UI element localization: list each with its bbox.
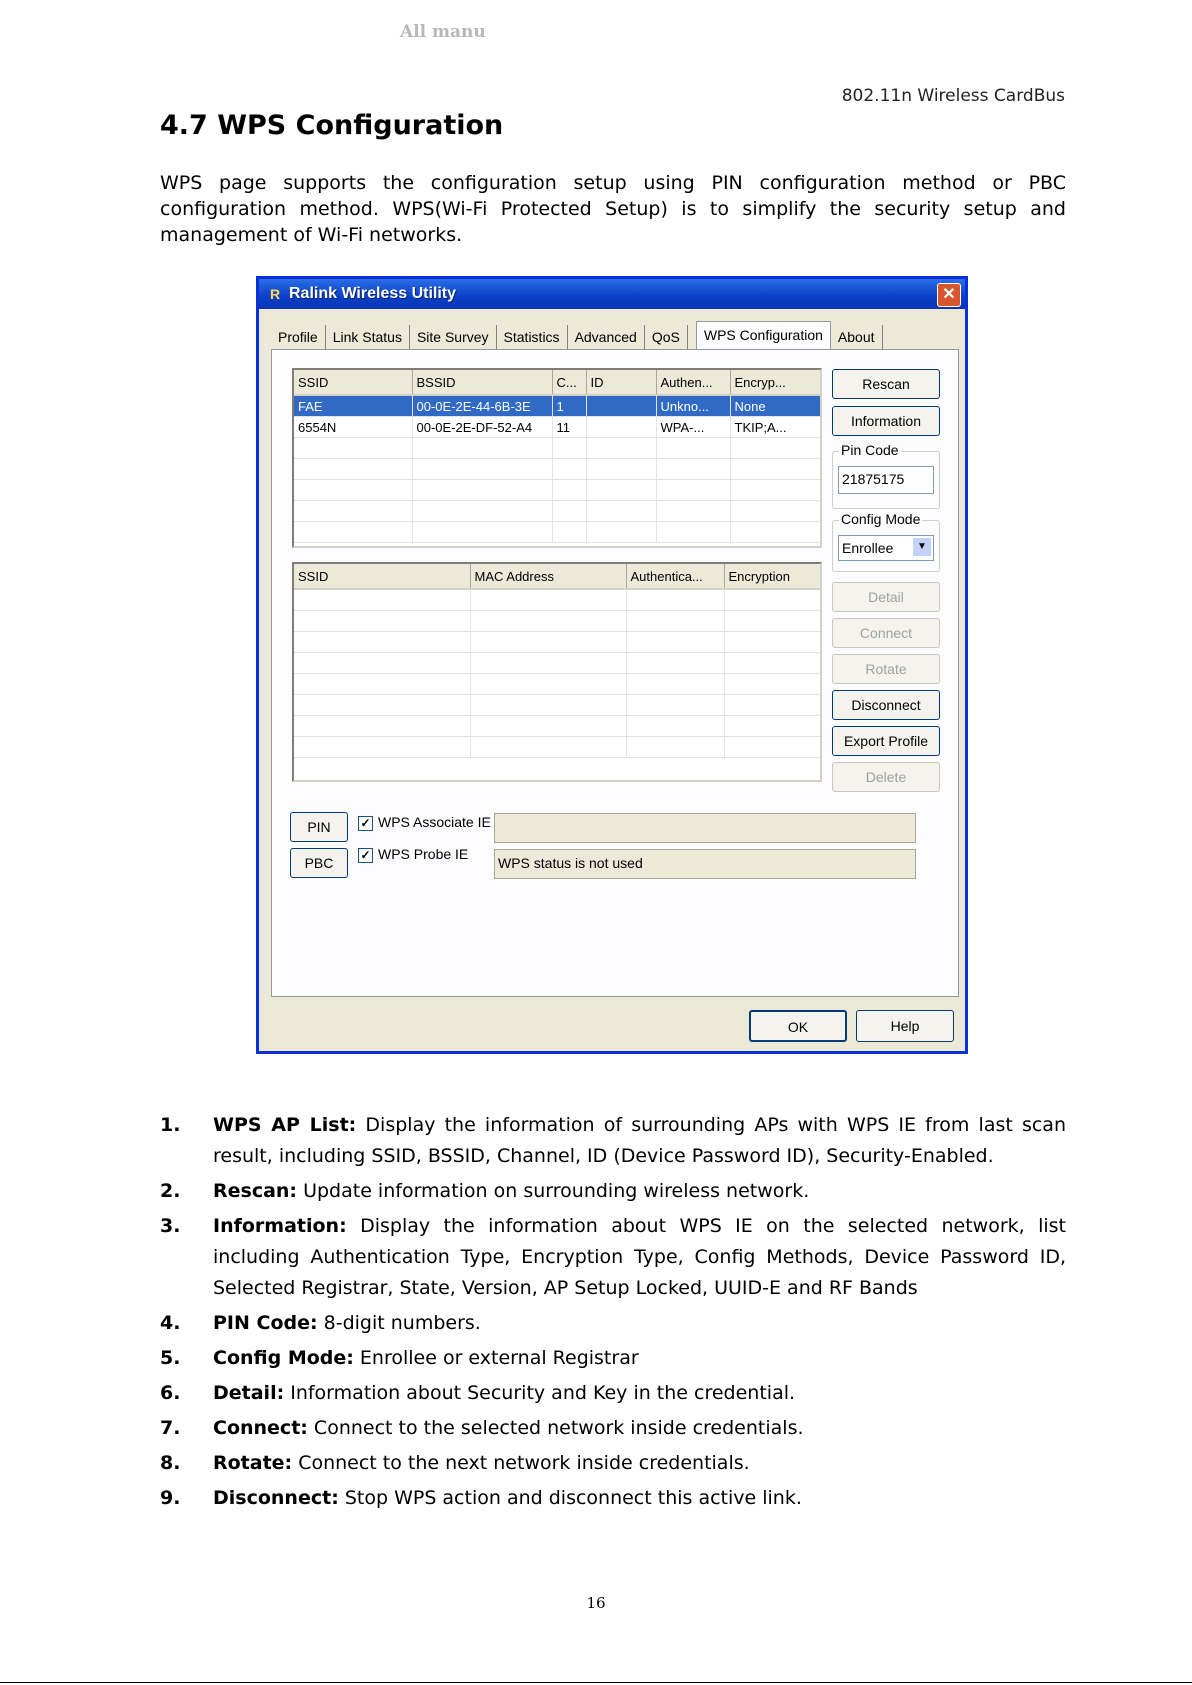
- list-item: 9. Disconnect: Stop WPS action and disconnect this active link.: [160, 1487, 802, 1509]
- cell-channel: 11: [552, 417, 586, 438]
- config-mode-select[interactable]: [838, 535, 934, 561]
- list-item: 1. WPS AP List: Display the information of surrounding APs with WPS IE from last scan result, including SSID, BSSID, Channel, ID (Device Password ID), Security-Enabled.: [160, 1114, 1066, 1167]
- empty-row: [294, 653, 820, 674]
- empty-row: [294, 695, 820, 716]
- information-button[interactable]: Information: [832, 406, 940, 436]
- config-mode-group: [832, 511, 940, 572]
- cell-authentication: Unkno...: [656, 395, 730, 417]
- empty-row: [294, 438, 822, 459]
- config-mode-value: Enrollee: [842, 540, 894, 556]
- column-header-bssid[interactable]: BSSID: [412, 370, 552, 395]
- column-header-id[interactable]: ID: [586, 370, 656, 395]
- table-row[interactable]: [294, 417, 822, 438]
- cell-ssid: FAE: [294, 395, 412, 417]
- list-item: 2. Rescan: Update information on surrounding wireless network.: [160, 1180, 810, 1202]
- column-header-ssid[interactable]: SSID: [294, 370, 412, 395]
- empty-row: [294, 632, 820, 653]
- page-number: 16: [586, 1594, 606, 1612]
- column-header-encryption[interactable]: Encryption: [724, 564, 820, 589]
- watermark: All manu: [400, 22, 486, 42]
- delete-button[interactable]: Delete: [832, 762, 940, 792]
- wps-ap-list[interactable]: [292, 368, 822, 548]
- pin-code-label: Pin Code: [841, 442, 899, 458]
- column-header-authentication[interactable]: Authen...: [656, 370, 730, 395]
- empty-row: [294, 522, 822, 543]
- cell-channel: 1: [552, 395, 586, 417]
- tab-qos[interactable]: QoS: [645, 325, 688, 349]
- cell-encryption: None: [730, 395, 822, 417]
- cell-id: [586, 395, 656, 417]
- tab-profile[interactable]: Profile: [271, 325, 326, 349]
- wps-status-field: WPS status is not used: [494, 849, 916, 879]
- dialog-titlebar: [259, 279, 965, 309]
- ralink-dialog: [256, 276, 968, 1054]
- running-head: 802.11n Wireless CardBus: [841, 86, 1065, 106]
- cell-bssid: 00-0E-2E-DF-52-A4: [412, 417, 552, 438]
- column-header-channel[interactable]: C...: [552, 370, 586, 395]
- ok-button[interactable]: OK: [749, 1010, 847, 1042]
- intro-paragraph: WPS page supports the configuration setup using PIN configuration method or PBC configuration method. WPS(Wi-Fi Protected Setup) is to simplify the security setup and management of Wi-Fi networks.: [160, 172, 1066, 246]
- tab-site-survey[interactable]: Site Survey: [410, 325, 497, 349]
- tab-bar: [271, 319, 883, 349]
- empty-row: [294, 501, 822, 522]
- list-item: 7. Connect: Connect to the selected network inside credentials.: [160, 1417, 804, 1439]
- empty-row: [294, 716, 820, 737]
- cell-encryption: TKIP;A...: [730, 417, 822, 438]
- wps-associate-ie-label: WPS Associate IE: [378, 814, 491, 830]
- cell-authentication: WPA-...: [656, 417, 730, 438]
- disconnect-button[interactable]: Disconnect: [832, 690, 940, 720]
- close-button[interactable]: ✕: [937, 283, 961, 307]
- wps-probe-ie-label: WPS Probe IE: [378, 846, 469, 862]
- config-mode-label: Config Mode: [841, 511, 921, 527]
- credential-list[interactable]: [292, 562, 822, 782]
- export-profile-button[interactable]: Export Profile: [832, 726, 940, 756]
- empty-row: [294, 589, 820, 611]
- detail-button[interactable]: Detail: [832, 582, 940, 612]
- tab-link-status[interactable]: Link Status: [326, 325, 410, 349]
- list-item: 3. Information: Display the information about WPS IE on the selected network, list including Authentication Type, Encryption Type, Config Methods, Device Password ID, Selected Registrar, State, Version, AP Setup Locked, UUID-E and RF Bands: [160, 1215, 1066, 1299]
- column-header-ssid[interactable]: SSID: [294, 564, 470, 589]
- list-item: 5. Config Mode: Enrollee or external Registrar: [160, 1347, 639, 1369]
- bottom-rule: [0, 1682, 1192, 1683]
- empty-row: [294, 480, 822, 501]
- dialog-title: Ralink Wireless Utility: [289, 285, 457, 302]
- tab-statistics[interactable]: Statistics: [497, 325, 568, 349]
- list-item: 6. Detail: Information about Security and Key in the credential.: [160, 1382, 796, 1404]
- column-header-authentication[interactable]: Authentica...: [626, 564, 724, 589]
- wps-panel: [271, 349, 959, 997]
- empty-row: [294, 737, 820, 758]
- pin-code-field[interactable]: 21875175: [838, 466, 934, 494]
- column-header-mac-address[interactable]: MAC Address: [470, 564, 626, 589]
- list-item: 8. Rotate: Connect to the next network inside credentials.: [160, 1452, 750, 1474]
- help-button[interactable]: Help: [856, 1010, 954, 1042]
- chevron-down-icon[interactable]: ▼: [913, 538, 931, 556]
- cell-ssid: 6554N: [294, 417, 412, 438]
- rotate-button[interactable]: Rotate: [832, 654, 940, 684]
- tab-wps-configuration[interactable]: WPS Configuration: [696, 321, 831, 350]
- empty-row: [294, 459, 822, 480]
- feature-list: [160, 1110, 1066, 1518]
- connect-button[interactable]: Connect: [832, 618, 940, 648]
- pbc-button[interactable]: PBC: [290, 848, 348, 878]
- tab-about[interactable]: About: [831, 325, 883, 349]
- wps-status-top: [494, 813, 916, 843]
- tab-advanced[interactable]: Advanced: [568, 325, 645, 349]
- cell-bssid: 00-0E-2E-44-6B-3E: [412, 395, 552, 417]
- table-row[interactable]: [294, 395, 822, 417]
- section-heading: 4.7 WPS Configuration: [160, 110, 504, 141]
- column-header-encryption[interactable]: Encryp...: [730, 370, 822, 395]
- wps-probe-ie-checkbox[interactable]: ✓: [358, 848, 373, 863]
- list-item: 4. PIN Code: 8-digit numbers.: [160, 1312, 481, 1334]
- wps-associate-ie-checkbox[interactable]: ✓: [358, 816, 373, 831]
- pin-code-group: [832, 442, 940, 509]
- cell-id: [586, 417, 656, 438]
- pin-button[interactable]: PIN: [290, 812, 348, 842]
- ralink-logo-icon: R: [269, 286, 281, 302]
- empty-row: [294, 674, 820, 695]
- empty-row: [294, 611, 820, 632]
- rescan-button[interactable]: Rescan: [832, 369, 940, 399]
